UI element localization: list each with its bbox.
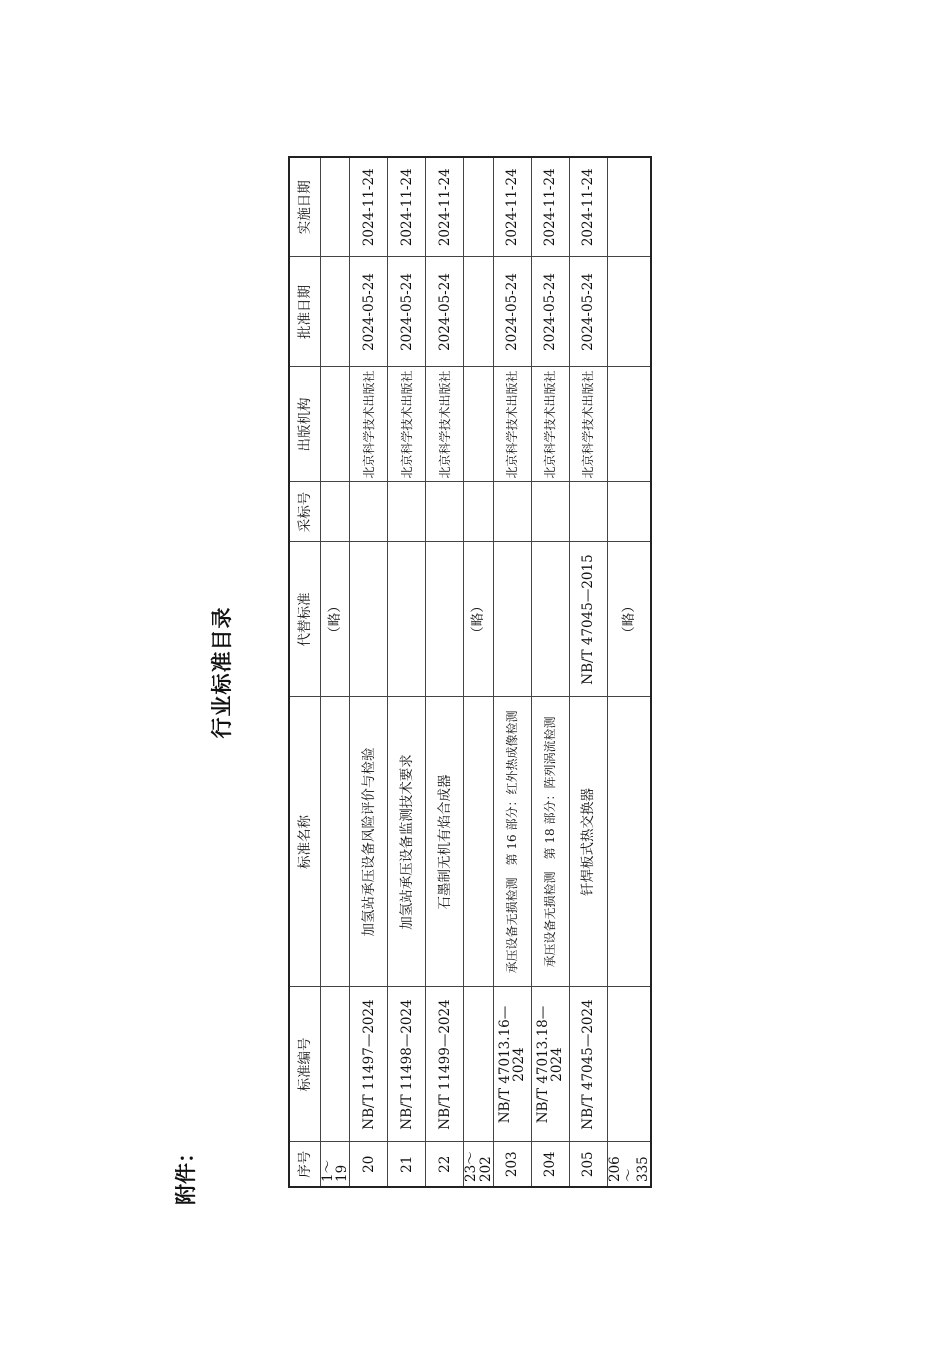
- row-publisher: 北京科学技术出版社: [531, 367, 569, 482]
- row-approved: 2024-05-24: [493, 257, 531, 367]
- row-effective: 2024-11-24: [493, 157, 531, 257]
- row-name: 石墨制无机有焰合成器: [426, 697, 464, 987]
- row-seq: 1～19: [321, 1142, 350, 1187]
- row-name: 承压设备无损检测 第 16 部分：红外热成像检测: [493, 697, 531, 987]
- row-name: 加氢站承压设备监测技术要求: [388, 697, 426, 987]
- row-code: NB/T 11497—2024: [350, 987, 388, 1142]
- row-approved: 2024-05-24: [569, 257, 607, 367]
- header-adopted: 采标号: [289, 482, 321, 542]
- row-name: 钎焊板式热交换器: [569, 697, 607, 987]
- attachment-label: 附件：: [174, 1142, 198, 1205]
- row-effective: 2024-11-24: [426, 157, 464, 257]
- row-replaces: [493, 542, 531, 697]
- row-name: 承压设备无损检测 第 18 部分：阵列涡流检测: [531, 697, 569, 987]
- row-adopted: [531, 482, 569, 542]
- row-effective: 2024-11-24: [350, 157, 388, 257]
- row-approved: 2024-05-24: [426, 257, 464, 367]
- omitted-note: （略）: [607, 542, 651, 697]
- row-seq: 21: [388, 1142, 426, 1187]
- row-replaces: [388, 542, 426, 697]
- row-code: NB/T 47013.16—2024: [493, 987, 531, 1142]
- header-code: 标准编号: [289, 987, 321, 1142]
- row-seq: 23～202: [464, 1142, 493, 1187]
- table-row-omitted: [464, 157, 493, 1187]
- standards-table: [288, 156, 652, 1188]
- row-code: NB/T 11498—2024: [388, 987, 426, 1142]
- page-title: 行业标准目录: [210, 606, 234, 739]
- row-publisher: 北京科学技术出版社: [426, 367, 464, 482]
- row-effective: 2024-11-24: [388, 157, 426, 257]
- header-effective: 实施日期: [289, 157, 321, 257]
- row-approved: 2024-05-24: [388, 257, 426, 367]
- row-seq: 205: [569, 1142, 607, 1187]
- row-publisher: 北京科学技术出版社: [350, 367, 388, 482]
- row-code: NB/T 47013.18—2024: [531, 987, 569, 1142]
- table-row-omitted: [321, 157, 350, 1187]
- omitted-note: （略）: [321, 542, 350, 697]
- table-row: [493, 157, 531, 1187]
- row-name: 加氢站承压设备风险评价与检验: [350, 697, 388, 987]
- row-seq: 204: [531, 1142, 569, 1187]
- row-replaces: NB/T 47045—2015: [569, 542, 607, 697]
- row-adopted: [569, 482, 607, 542]
- row-adopted: [388, 482, 426, 542]
- row-approved: 2024-05-24: [531, 257, 569, 367]
- omitted-note: （略）: [464, 542, 493, 697]
- row-approved: 2024-05-24: [350, 257, 388, 367]
- row-seq: 22: [426, 1142, 464, 1187]
- row-code: NB/T 11499—2024: [426, 987, 464, 1142]
- row-publisher: 北京科学技术出版社: [493, 367, 531, 482]
- row-effective: 2024-11-24: [569, 157, 607, 257]
- header-replaces: 代替标准: [289, 542, 321, 697]
- row-replaces: [350, 542, 388, 697]
- header-name: 标准名称: [289, 697, 321, 987]
- table-header-row: [289, 157, 321, 1187]
- table-row: [426, 157, 464, 1187]
- table-row: [350, 157, 388, 1187]
- row-seq: 203: [493, 1142, 531, 1187]
- row-adopted: [493, 482, 531, 542]
- table-row: [388, 157, 426, 1187]
- row-publisher: 北京科学技术出版社: [388, 367, 426, 482]
- row-effective: 2024-11-24: [531, 157, 569, 257]
- row-seq: 206～335: [607, 1142, 651, 1187]
- row-publisher: 北京科学技术出版社: [569, 367, 607, 482]
- table-row-omitted: [607, 157, 651, 1187]
- row-adopted: [426, 482, 464, 542]
- row-adopted: [350, 482, 388, 542]
- row-replaces: [426, 542, 464, 697]
- row-code: NB/T 47045—2024: [569, 987, 607, 1142]
- header-publisher: 出版机构: [289, 367, 321, 482]
- table-row: [531, 157, 569, 1187]
- row-replaces: [531, 542, 569, 697]
- header-seq: 序号: [289, 1142, 321, 1187]
- header-approved: 批准日期: [289, 257, 321, 367]
- table-row: [569, 157, 607, 1187]
- row-seq: 20: [350, 1142, 388, 1187]
